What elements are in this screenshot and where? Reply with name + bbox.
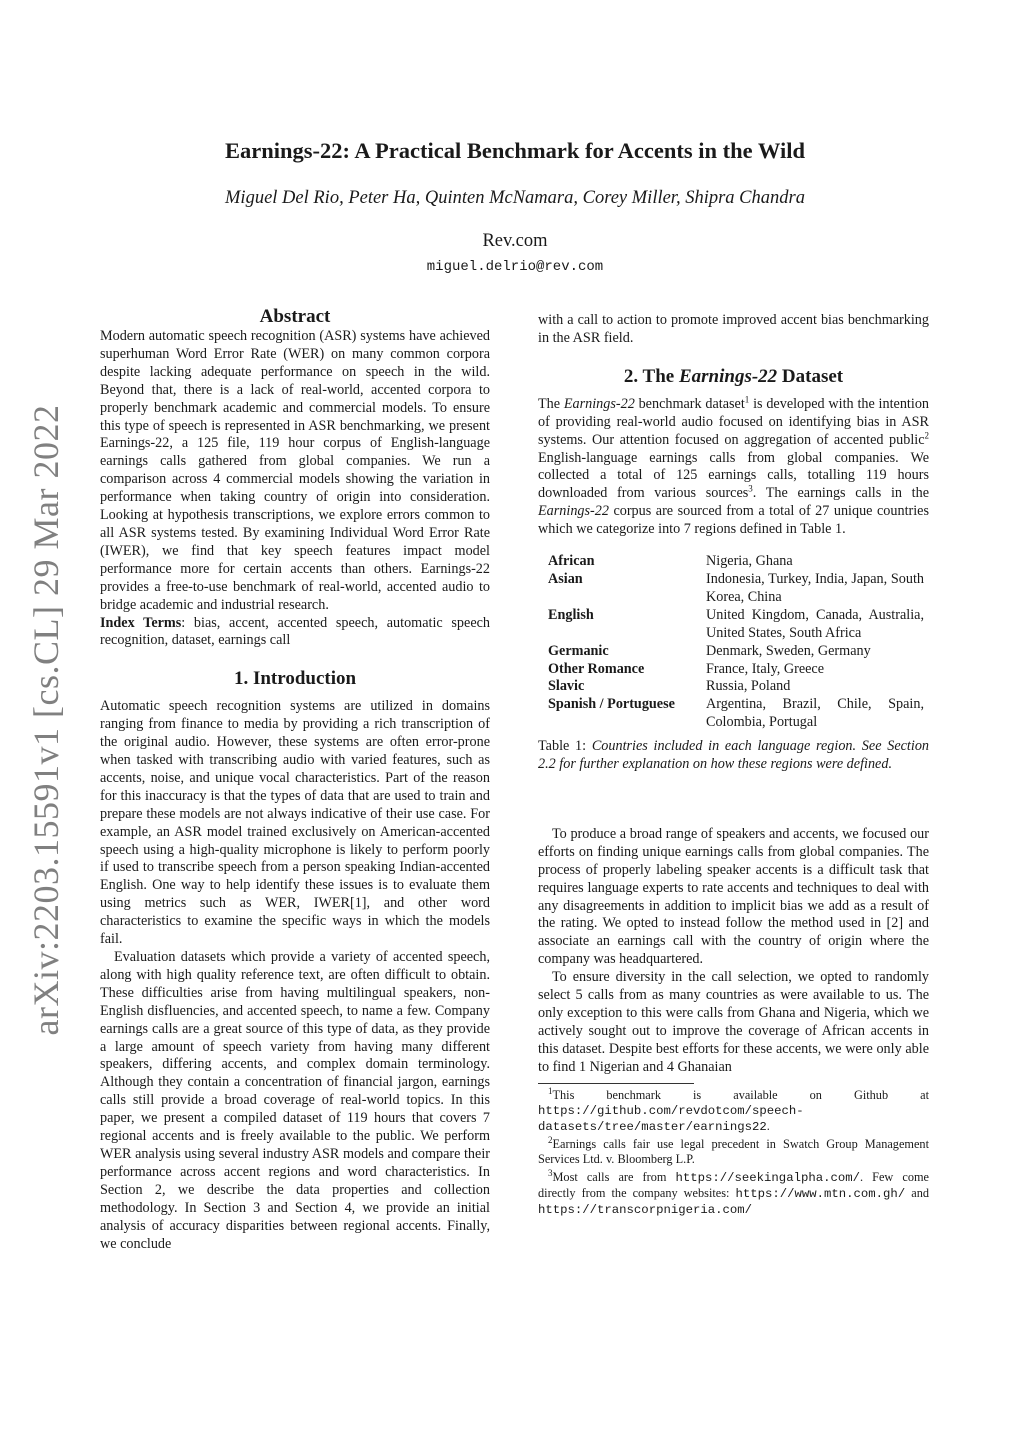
- affiliation: Rev.com: [482, 231, 548, 251]
- footnote-text: and: [905, 1185, 929, 1200]
- table-row: [548, 661, 924, 679]
- footnote-2: [538, 1137, 929, 1167]
- region-cell: African: [548, 553, 595, 570]
- footnote-text: Earnings calls fair use legal precedent in Swatch Group Management Services Ltd. v. Bloomberg L.P.: [538, 1137, 929, 1167]
- footnote-ref-2[interactable]: 2: [924, 429, 929, 440]
- abstract-body: Modern automatic speech recognition (ASR) systems have achieved superhuman Word Error Rate (WER) on many common corpora despite lacking adequate performance on speech in the wild. Beyond that, there is a lack of real-world, accented corpora to properly benchmark academic and commercial models. To ensure this type of speech is represented in ASR benchmarking, we present Earnings-22, a 125 file, 119 hour corpus of English-language earnings calls gathered from global companies. We run a comparison across 4 commercial models showing the variation in performance when taking country of origin into consideration. Looking at hypothesis transcriptions, we explore errors common to all ASR systems tested. By examining Individual Word Error Rate (IWER), we find that key speech features impact model performance more for certain accents than others. Earnings-22 provides a free-to-use benchmark of real-world, accented audio to bridge academic and industrial research.: [100, 328, 490, 613]
- countries-cell: Denmark, Sweden, Germany: [706, 642, 871, 659]
- intro-paragraph-2-continued: with a call to action to promote improved accent bias benchmarking in the ASR field.: [538, 312, 929, 346]
- footnote-text: .: [766, 1119, 770, 1134]
- seekingalpha-link[interactable]: https://seekingalpha.com/: [675, 1170, 860, 1185]
- region-cell: Asian: [548, 570, 583, 587]
- mtn-link[interactable]: https://www.mtn.com.gh/: [735, 1186, 906, 1201]
- footnote-number: 2: [548, 1135, 553, 1146]
- intro-paragraph-2: Evaluation datasets which provide a variety of accented speech, along with high quality reference text, are often difficult to obtain. These difficulties arise from having multilingual speakers, non-English disfluencies, and accented speech, to name a few. Company earnings calls are a great source of this type of data, as they provide a large amount of speech variety from having many different speakers, differing accents, and complex domain terminology. Although they contain a concentration of financial jargon, earnings calls still provide a broad coverage of real-world topics. In this paper, we present a compiled dataset of 119 hours that covers 7 regional accents and is freely available to the public. We perform WER analysis using several industry ASR models and compare their performance across accent regions and word characteristics. In Section 2, we describe the data properties and collection methodology. In Section 3 and Section 4, we provide an initial analysis of accuracy disparities between regional accents. Finally, we conclude: [100, 949, 490, 1252]
- dataset-paragraph-3: To ensure diversity in the call selection, we opted to randomly select 5 calls from as many countries as were available to us. The only exception to this were calls from Ghana and Nigeria, which we actively sought out to improve the coverage of African accents in this dataset. Despite best efforts for these accents, we were only able to find 1 Nigerian and 4 Ghanaian: [538, 969, 929, 1075]
- transcorp-link[interactable]: https://transcorpnigeria.com/: [538, 1203, 753, 1218]
- footnote-text: This benchmark is available on Github at: [552, 1087, 929, 1102]
- footnote-number: 3: [548, 1167, 553, 1178]
- text-run: is developed with the intention of providing real-world audio focused on identifying bias in ASR systems. Our attention focused on aggregation of accented public: [538, 395, 930, 448]
- right-column: [538, 312, 929, 1220]
- intro-paragraph-1: Automatic speech recognition systems are utilized in domains ranging from finance to media by providing a rich transcription of the original audio. However, these systems are often error-prone when tasked with transcribing audio with varied features, such as accents, noise, and unique vocal characteristics. Part of the reason for this inaccuracy is that the types of data that are used to train and prepare these models are not always indicative of their use case. For example, an ASR model trained exclusively on American-accented speech using a high-quality microphone is likely to perform poorly if used to transcribe speech from a person speaking Indian-accented English. One way to help identify these issues is to evaluate them using metrics such as WER, IWER[1], and other word characteristics to examine the specific ways in which the models fail.: [100, 698, 490, 948]
- footnote-divider: [538, 1083, 694, 1084]
- footnote-1: [538, 1085, 929, 1136]
- table-row: [548, 643, 924, 661]
- text-run: The: [538, 395, 564, 412]
- text-run: benchmark dataset: [634, 395, 745, 412]
- index-terms-text: : bias, accent, accented speech, automatic speech recognition, dataset, earnings call: [100, 614, 491, 649]
- countries-cell: Russia, Poland: [706, 678, 791, 695]
- author-email[interactable]: miguel.delrio@rev.com: [426, 259, 604, 275]
- dataset-heading-em: Earnings-22: [678, 365, 778, 387]
- dataset-paragraph-2: To produce a broad range of speakers and accents, we focused our efforts on finding unique earnings calls from global companies. The process of properly labeling speaker accents is a difficult task that requires language experts to rate accents and techniques to deal with any disagreements in addition to implicit bias we add as a result of the rating. We opted to instead follow the method used in [2] and associate an earnings call with the country of origin where the company was headquartered.: [538, 825, 929, 968]
- paper-title: Earnings-22: A Practical Benchmark for Accents in the Wild: [225, 138, 805, 163]
- table-caption: [538, 738, 929, 774]
- footnote-ref-3[interactable]: 3: [748, 483, 753, 494]
- dataset-heading-prefix: 2. The: [623, 365, 679, 387]
- github-link[interactable]: https://github.com/revdotcom/speech-datasets/tree/master/earnings22: [538, 1103, 804, 1135]
- footnote-text: . Few come directly from the company websites:: [538, 1169, 929, 1200]
- footnote-number: 1: [548, 1085, 553, 1096]
- text-run: corpus are sourced from a total of 27 unique countries which we categorize into 7 regions defined in Table 1.: [538, 503, 929, 538]
- table-row: [548, 696, 924, 732]
- footnote-3: [538, 1167, 929, 1219]
- countries-cell: Indonesia, Turkey, India, Japan, South Korea, China: [706, 570, 924, 605]
- index-terms: [100, 615, 490, 651]
- dataset-heading-suffix: Dataset: [777, 365, 844, 387]
- arxiv-stamp-text: arXiv:2203.15591v1 [cs.CL] 29 Mar 2022: [26, 404, 66, 1036]
- table-row: [548, 607, 924, 643]
- countries-cell: Nigeria, Ghana: [706, 553, 793, 570]
- paper-authors: Miguel Del Rio, Peter Ha, Quinten McNamara, Corey Miller, Shipra Chandra: [225, 188, 805, 208]
- region-cell: Spanish / Portuguese: [548, 696, 675, 713]
- table-row: [548, 553, 924, 571]
- text-run-italic: Earnings-22: [538, 503, 609, 520]
- countries-cell: France, Italy, Greece: [706, 660, 825, 677]
- table-row: [548, 678, 924, 696]
- region-cell: Germanic: [548, 642, 609, 659]
- region-table: [548, 553, 924, 732]
- text-run: English-language earnings calls from global companies. We collected a total of 125 earnings calls, totalling 119 hours downloaded from various sources: [538, 449, 929, 502]
- intro-heading: 1. Introduction: [233, 668, 357, 690]
- table-row: [548, 571, 924, 607]
- text-run-italic: Earnings-22: [563, 395, 635, 412]
- region-cell: English: [548, 606, 594, 623]
- region-cell: Slavic: [548, 678, 585, 695]
- left-column: [100, 306, 490, 1253]
- text-run: . The earnings calls in the: [752, 485, 929, 502]
- dataset-heading: [538, 366, 929, 388]
- dataset-paragraph-1: [538, 396, 929, 539]
- countries-cell: United Kingdom, Canada, Australia, United States, South Africa: [706, 606, 924, 641]
- footnote-ref-1[interactable]: 1: [744, 394, 750, 405]
- index-terms-label: Index Terms: [100, 614, 182, 631]
- caption-label: Table 1:: [538, 738, 592, 755]
- region-cell: Other Romance: [548, 660, 645, 677]
- caption-text: Countries included in each language region. See Section 2.2 for further explanation on how these regions were defined.: [538, 738, 930, 773]
- footnote-text: Most calls are from: [552, 1169, 676, 1184]
- countries-cell: Argentina, Brazil, Chile, Spain, Colombia, Portugal: [706, 696, 924, 731]
- abstract-heading: Abstract: [259, 306, 331, 327]
